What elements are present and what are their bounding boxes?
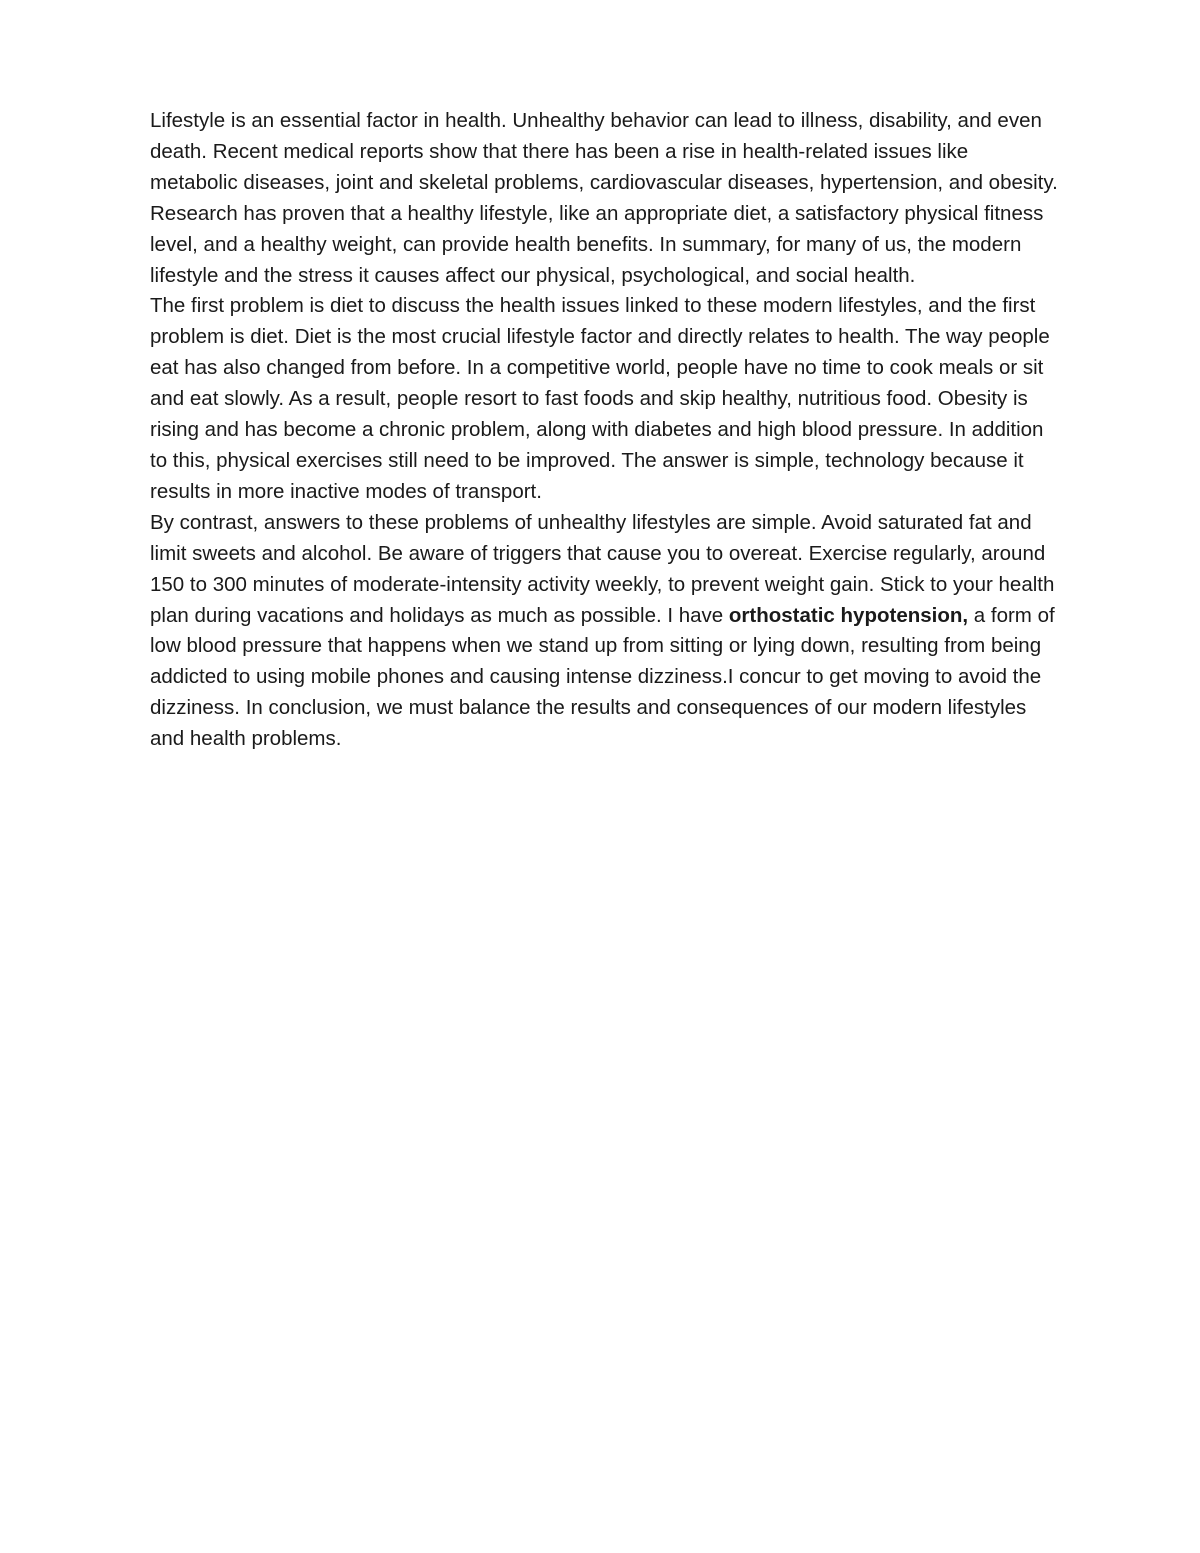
paragraph-2: The first problem is diet to discuss the health issues linked to these modern lifestyles, and the first problem is diet. Diet is the most crucial lifestyle factor and directly relates to health. The way people eat has also changed from before. In a competitive world, people have no time to cook meals or sit and eat slowly. As a result, people resort to fast foods and skip healthy, nutritious food. Obesity is rising and has become a chronic problem, along with diabetes and high blood pressure. In addition to this, physical exercises still need to be improved. The answer is simple, technology because it results in more inactive modes of transport. bbox=[150, 294, 1050, 503]
paragraph-1: Lifestyle is an essential factor in health. Unhealthy behavior can lead to illness, disability, and even death. Recent medical reports show that there has been a rise in health-related issues like metabolic diseases, joint and skeletal problems, cardiovascular diseases, hypertension, and obesity. Research has proven that a healthy lifestyle, like an appropriate diet, a satisfactory physical fitness level, and a healthy weight, can provide health benefits. In summary, for many of us, the modern lifestyle and the stress it causes affect our physical, psychological, and social health. bbox=[150, 109, 1058, 287]
paragraph-3-text-end: a form of low blood pressure that happens when we stand up from sitting or lying down, resulting from being addicted to using mobile phones and causing intense dizziness.I concur to get moving to avoid the dizziness. In conclusion, we must balance the results and consequences of our modern lifestyles and health problems. bbox=[150, 603, 1055, 751]
paragraph-3 bbox=[150, 508, 1060, 755]
paragraph-3-bold-term: orthostatic hypotension, bbox=[728, 603, 969, 627]
document-body bbox=[150, 106, 1060, 755]
paragraph-3-text-start: By contrast, answers to these problems of unhealthy lifestyles are simple. Avoid saturated fat and limit sweets and alcohol. Be aware of triggers that cause you to overeat. Exercise regularly, around 150 to 300 minutes of moderate-intensity activity weekly, to prevent weight gain. Stick to your health plan during vacations and holidays as much as possible. I have bbox=[150, 510, 1055, 627]
